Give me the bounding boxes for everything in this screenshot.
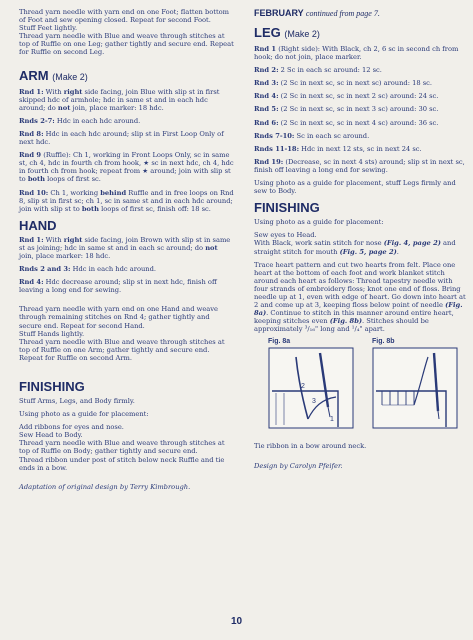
finishing-left-p1: Stuff Arms, Legs, and Body firmly. — [19, 397, 135, 405]
finishing-right-p2a: Sew eyes to Head. — [254, 231, 317, 240]
finishing-right-p2b: With Black, work satin stitch for nose (Fig. 4, page 2) and straight stitch for mouth (Fig. 5, page 2). — [254, 239, 456, 256]
finishing-left-p3-3: Thread yarn needle with Blue and weave through stitches at top of Ruffle on Body; gather tightly and secure end. — [19, 439, 225, 456]
foot-end-text-1: Thread yarn needle with yarn end on one Foot; flatten bottom of Foot and sew opening closed. Repeat for second Foot. — [19, 8, 230, 25]
finishing-left-p3-1: Add ribbons for eyes and nose. — [19, 423, 124, 432]
arm-rnds-2-7: Rnds 2-7: Hdc in each hdc around. — [19, 116, 141, 125]
figure-number-2: 2 — [301, 383, 305, 391]
finishing-left-p3-4: Thread ribbon under post of stitch below neck Ruffle and tie ends in a bow. — [19, 455, 225, 472]
figure-number-1: 1 — [330, 416, 334, 424]
finishing-right-p1: Using photo as a guide for placement: — [254, 218, 384, 227]
arm-rnd-10: Rnd 10: Ch 1, working behind Ruffle and in free loops on Rnd 8, slip st in first sc; ch 1, sc in same st and in each hdc around; join with slip st to both loops of first sc, finish off: 18 sc. — [19, 188, 234, 213]
leg-rnd-3: Rnd 3: (2 Sc in next sc, sc in next sc) around: 18 sc. — [254, 79, 433, 88]
leg-rnd-2: Rnd 2: 2 Sc in each sc around: 12 sc. — [254, 66, 382, 75]
page-number: 10 — [230, 616, 243, 627]
hand-rnd-4: Rnd 4: Hdc decrease around; slip st in next hdc, finish off leaving a long end for sewing. — [19, 278, 217, 295]
leg-rnd-19: Rnd 19: (Decrease, sc in next 4 sts) around; slip st in next sc, finish off leaving a long end for sewing. — [254, 157, 465, 174]
leg-rnd-6: Rnd 6: (2 Sc in next sc, sc in next 4 sc) around: 36 sc. — [254, 118, 439, 127]
figures — [254, 338, 466, 436]
blanket-stitch-diagram-b — [372, 347, 458, 429]
finishing-heading-left: FINISHING — [19, 379, 85, 394]
credit-right: Design by Carolyn Pfeifer. — [254, 461, 343, 470]
arm-rnd-8: Rnd 8: Hdc in each hdc around; slip st in First Loop Only of next hdc. — [19, 129, 224, 147]
hand-rnd-1: Rnd 1: With right side facing, join Brown with slip st in same st as joining; hdc in same st and in each sc around; do not join, place marker: 18 hdc. — [19, 235, 231, 260]
arm-rnd-1: Rnd 1: With right side facing, join Blue with slip st in first skipped hdc of armhole; hdc in same st and in each hdc around; do not join, place marker: 18 hdc. — [19, 87, 220, 112]
right-column — [254, 8, 466, 475]
arm-rnd-9: Rnd 9 (Ruffle): Ch 1, working in Front Loops Only, sc in same st, ch 4, hdc in fourth ch from hook, ★ sc in next hdc, ch 4, hdc in fourth ch from hook; repeat from ★ around; join with slip st to both loops of first sc. — [19, 151, 234, 184]
blanket-stitch-diagram-a — [268, 347, 354, 429]
leg-rnds-7-10: Rnds 7-10: Sc in each sc around. — [254, 131, 370, 140]
finishing-left-p3-2: Sew Head to Body. — [19, 431, 83, 440]
finishing-right-p3: Trace heart pattern and cut two hearts from felt. Place one heart at the bottom of each foot and work blanket stitch around each heart as follows: Thread tapestry needle with four strands of embroidery floss; knot one end of floss. Bring needle up at 1, even with edge of heart. Go down into heart at 2 and come up at 3, keeping floss below point of needle (Fig. 8a). Continue to stitch in this manner around entire heart, keeping stitches even (Fig. 8b). Stitches should be approximately ³/₁₆" long and ¹/₄" apart. — [254, 260, 466, 334]
leg-note: Using photo as a guide for placement, stuff Legs firmly and sew to Body. — [254, 179, 456, 196]
leg-rnd-5: Rnd 5: (2 Sc in next sc, sc in next 3 sc) around: 30 sc. — [254, 105, 439, 114]
figure-8b-label: Fig. 8b — [372, 338, 395, 346]
hand-rnds-2-3: Rnds 2 and 3: Hdc in each hdc around. — [19, 265, 156, 274]
figure-number-3: 3 — [312, 398, 316, 406]
hand-note-2: Stuff Hands lightly. — [19, 329, 85, 338]
leg-rnds-11-18: Rnds 11-18: Hdc in next 12 sts, sc in next 24 sc. — [254, 144, 422, 153]
foot-end-text-2: Stuff Feet lightly. — [19, 24, 78, 33]
hand-note-3: Thread yarn needle with Blue and weave through stitches at top of Ruffle on one Arm; gather tightly and secure end. Repeat for Ruffle on second Arm. — [19, 337, 225, 362]
foot-end-text-3: Thread yarn needle with Blue and weave through stitches at top of Ruffle on one Leg; gather tightly and secure end. Repeat for Ruffle on second Leg. — [19, 32, 234, 57]
leg-rnd-1: Rnd 1 (Right side): With Black, ch 2, 6 sc in second ch from hook; do not join, place marker. — [254, 45, 459, 62]
figure-8a-label: Fig. 8a — [268, 338, 291, 346]
arm-heading: ARM (Make 2) — [19, 67, 88, 83]
credit-left: Adaptation of original design by Terry Kimbrough. — [19, 482, 191, 491]
left-column — [19, 8, 234, 496]
leg-heading: LEG (Make 2) — [254, 25, 320, 40]
after-figure-text: Tie ribbon in a bow around neck. — [254, 442, 367, 451]
continued-header: FEBRUARY continued from page 7. — [254, 8, 380, 18]
figure-8a — [268, 338, 358, 429]
finishing-left-p2: Using photo as a guide for placement: — [19, 410, 149, 419]
hand-heading: HAND — [19, 217, 57, 233]
figure-8b — [372, 338, 462, 429]
hand-note-1: Thread yarn needle with yarn end on one Hand and weave through remaining stitches on Rnd 4; gather tightly and secure end. Repeat for second Hand. — [19, 305, 218, 330]
leg-rnd-4: Rnd 4: (2 Sc in next sc, sc in next 2 sc) around: 24 sc. — [254, 92, 439, 101]
finishing-heading-right: FINISHING — [254, 200, 320, 216]
